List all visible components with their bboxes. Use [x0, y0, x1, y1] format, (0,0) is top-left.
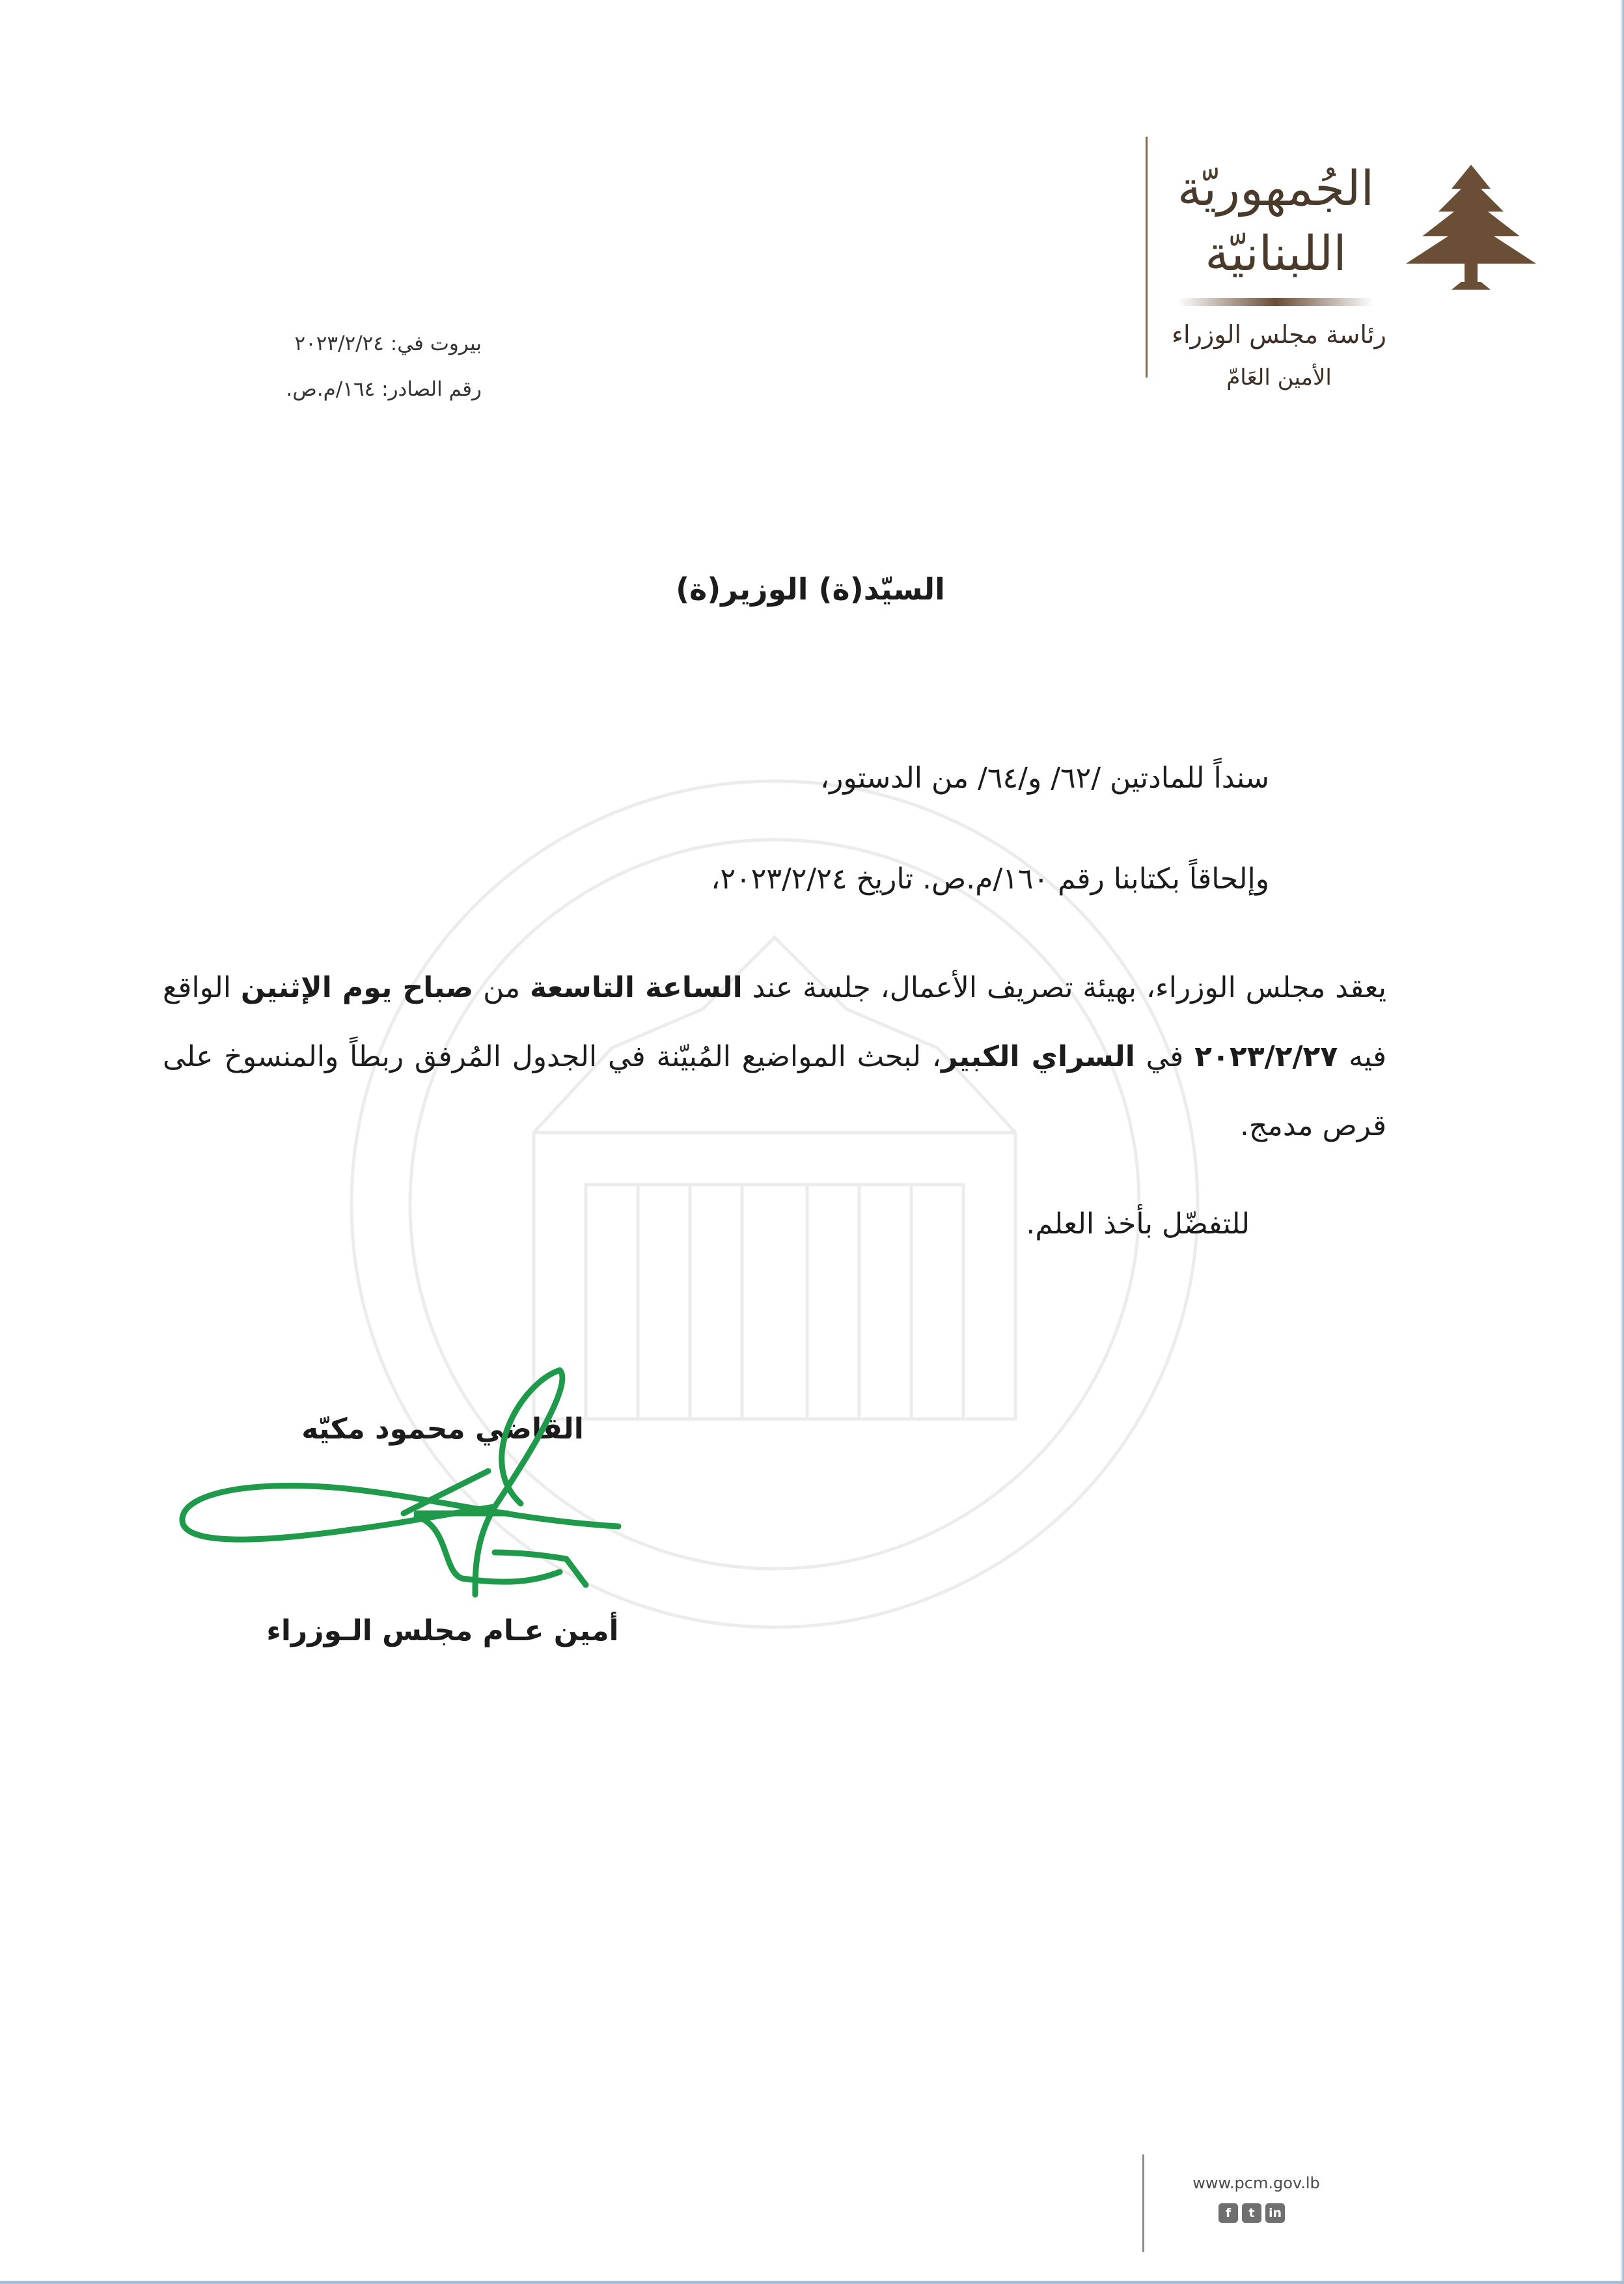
reference-number: رقم الصادر: ١٦٤/م.ص.	[286, 378, 482, 401]
addressee: السيّد(ة) الوزير(ة)	[676, 571, 945, 607]
session-text-2: من	[473, 971, 530, 1004]
session-time: الساعة التاسعة	[530, 971, 743, 1004]
office-subtitle: الأمين العَامّ	[1226, 365, 1332, 391]
facebook-icon[interactable]: f	[1218, 2203, 1238, 2223]
state-name	[1165, 156, 1386, 293]
header-divider	[1146, 137, 1148, 378]
social-icons	[1218, 2203, 1297, 2224]
date-line: بيروت في: ٢٠٢٣/٢/٢٤	[294, 332, 482, 355]
session-date: ٢٠٢٣/٢/٢٧	[1194, 1040, 1338, 1073]
handwritten-signature	[169, 1357, 638, 1598]
scan-edge-right	[1620, 0, 1624, 2284]
cedar-emblem	[1399, 159, 1543, 299]
state-name-line2: اللبنانيّة	[1205, 226, 1347, 282]
signatory-name: القاضي محمود مكيّه	[301, 1412, 584, 1446]
session-text-3: الواقع فيه	[163, 971, 1386, 1073]
scan-edge-bottom	[0, 2281, 1624, 2284]
session-text-1: يعقد مجلس الوزراء، بهيئة تصريف الأعمال، جلسة عند	[742, 971, 1386, 1004]
twitter-icon[interactable]: t	[1242, 2203, 1261, 2223]
website-link[interactable]: www.pcm.gov.lb	[1192, 2174, 1320, 2192]
paragraph-constitution: سنداً للمادتين /٦٢/ و/٦٤/ من الدستور،	[819, 762, 1269, 795]
session-text-4: في	[1135, 1040, 1195, 1073]
session-venue: السراي الكبير	[941, 1040, 1135, 1073]
session-day: صباح يوم الإثنين	[240, 971, 474, 1004]
office-name: رئاسة مجلس الوزراء	[1172, 320, 1386, 349]
signatory-title: أمين عـام مجلس الـوزراء	[266, 1614, 619, 1647]
closing-line: للتفضّل بأخذ العلم.	[1026, 1207, 1250, 1241]
footer-divider	[1142, 2154, 1144, 2252]
state-name-line1: الجُمهوريّة	[1177, 161, 1374, 217]
crest-underline	[1178, 298, 1373, 306]
linkedin-icon[interactable]: in	[1265, 2203, 1285, 2223]
paragraph-session	[163, 954, 1386, 1161]
paragraph-reference: وإلحاقاً بكتابنا رقم ١٦٠/م.ص. تاريخ ٢٠٢٣/٢/٢٤،	[711, 862, 1269, 896]
session-text-5: ، لبحث المواضيع المُبيّنة في الجدول المُرفق ربطاً والمنسوخ على قرص مدمج.	[163, 1040, 1386, 1142]
